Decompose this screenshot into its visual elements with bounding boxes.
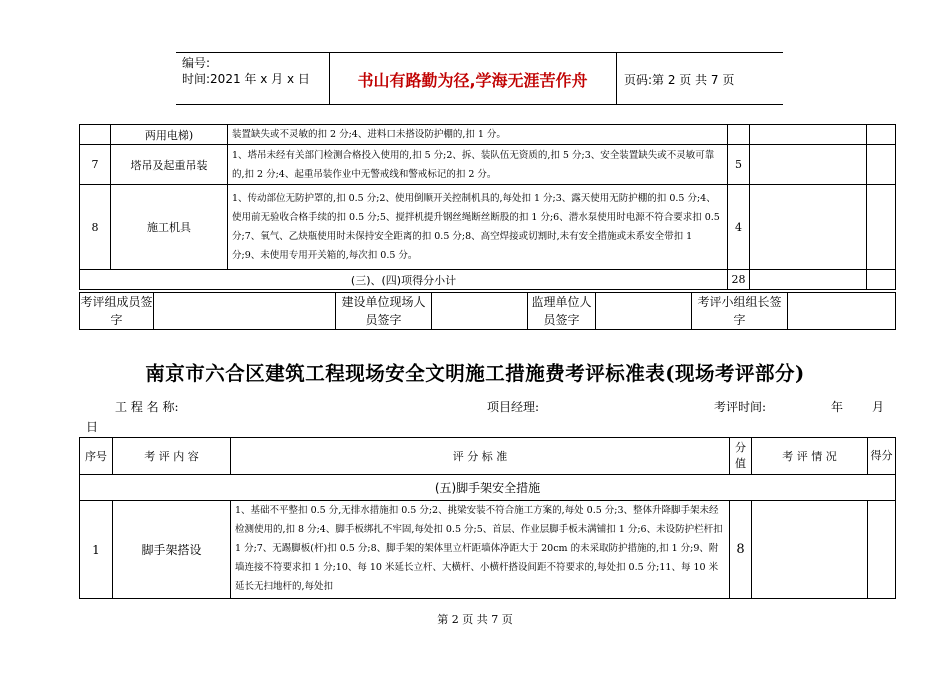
signature-table bbox=[79, 292, 896, 330]
top-table bbox=[79, 124, 896, 290]
row-item: 施工机具 bbox=[111, 185, 228, 270]
header-situation: 考 评 情 况 bbox=[752, 438, 868, 475]
document-header bbox=[176, 52, 783, 105]
row-number: 1 bbox=[80, 501, 113, 599]
section-row bbox=[80, 475, 896, 501]
header-score: 分值 bbox=[730, 438, 752, 475]
project-name-label: 工 程 名 称: bbox=[115, 400, 179, 414]
row-score: 5 bbox=[728, 145, 750, 185]
row-score bbox=[728, 125, 750, 145]
subtotal-result bbox=[867, 270, 896, 290]
row-situation bbox=[750, 145, 867, 185]
header-result: 得分 bbox=[868, 438, 896, 475]
table-row bbox=[80, 185, 896, 270]
leader-signature-label: 考评小组组长签字 bbox=[692, 293, 788, 330]
header-time: 时间:2021 年 x 月 x 日 bbox=[182, 72, 310, 86]
header-motto: 书山有路勤为径,学海无涯苦作舟 bbox=[357, 71, 588, 90]
project-manager-label: 项目经理: bbox=[487, 400, 540, 414]
subtotal-score: 28 bbox=[728, 270, 750, 290]
bottom-table bbox=[79, 437, 896, 599]
page-footer: 第 2 页 共 7 页 bbox=[437, 613, 513, 626]
supervisor-signature-label: 监理单位人员签字 bbox=[528, 293, 596, 330]
row-item: 脚手架搭设 bbox=[113, 501, 231, 599]
leader-signature-field[interactable] bbox=[788, 293, 896, 330]
row-criteria: 1、传动部位无防护罩的,扣 0.5 分;2、使用倒顺开关控制机具的,每处扣 1 分;3、露天使用无防护棚的扣 0.5 分;4、使用前无验收合格手续的扣 0.5 分;5、搅拌机提升钢丝绳断丝断股的扣 1 分;6、潜水泵使用时电源不符合要求扣 0.5 分;7、氧气、乙炔瓶使用时未保持安全距离的扣 0.5 分;8、高空焊接或切割时,未有安全措施或未系安全带扣 1 分;9、未使用专用开关箱的,每次扣 0.5 分。 bbox=[228, 185, 728, 270]
row-score: 8 bbox=[730, 501, 752, 599]
panel-signature-label: 考评组成员签字 bbox=[80, 293, 154, 330]
row-criteria: 1、基础不平整扣 0.5 分,无排水措施扣 0.5 分;2、挑梁安装不符合施工方案的,每处 0.5 分;3、整体升降脚手架未经检测使用的,扣 8 分;4、脚手板绑扎不牢固,每处扣 0.5 分;5、首层、作业层脚手板未满铺扣 1 分;6、未设防护栏杆扣 1 分;7、无踢脚板(杆)扣 0.5 分;8、脚手架的架体里立杆距墙体净距大于 20cm 的未采取防护措施的,扣 1 分;9、附墙连接不符要求扣 1 分;10、每 10 米延长立杆、大横杆、小横杆搭设间距不符要求的,每处扣 0.5 分;11、每 10 米延长无扫地杆的,每处扣 bbox=[231, 501, 730, 599]
table-row bbox=[80, 125, 896, 145]
subtotal-label: (三)、(四)项得分小计 bbox=[80, 270, 728, 290]
row-criteria: 1、塔吊未经有关部门检测合格投入使用的,扣 5 分;2、拆、装队伍无资质的,扣 5 分;3、安全装置缺失或不灵敏可靠的,扣 2 分;4、起重吊装作业中无警戒线和警戒标记的扣 2 分。 bbox=[228, 145, 728, 185]
row-situation bbox=[750, 185, 867, 270]
table-row bbox=[80, 145, 896, 185]
month-label: 月 bbox=[872, 400, 885, 414]
section-title: (五)脚手架安全措施 bbox=[80, 475, 896, 501]
header-number: 序号 bbox=[80, 438, 113, 475]
subtotal-situation bbox=[750, 270, 867, 290]
row-criteria: 装置缺失或不灵敏的扣 2 分;4、进料口未搭设防护棚的,扣 1 分。 bbox=[228, 125, 728, 145]
table-row bbox=[80, 501, 896, 599]
row-result bbox=[867, 185, 896, 270]
builder-signature-label: 建设单位现场人员签字 bbox=[336, 293, 432, 330]
row-number: 8 bbox=[80, 185, 111, 270]
row-result bbox=[867, 125, 896, 145]
row-score: 4 bbox=[728, 185, 750, 270]
supervisor-signature-field[interactable] bbox=[596, 293, 692, 330]
row-number: 7 bbox=[80, 145, 111, 185]
panel-signature-field[interactable] bbox=[154, 293, 336, 330]
row-number bbox=[80, 125, 111, 145]
row-item: 塔吊及起重吊装 bbox=[111, 145, 228, 185]
header-content: 考 评 内 容 bbox=[113, 438, 231, 475]
builder-signature-field[interactable] bbox=[432, 293, 528, 330]
header-info bbox=[182, 55, 310, 87]
year-label: 年 bbox=[831, 400, 844, 414]
page-title: 南京市六合区建筑工程现场安全文明施工措施费考评标准表(现场考评部分) bbox=[145, 362, 805, 385]
row-situation bbox=[752, 501, 868, 599]
header-criteria: 评 分 标 准 bbox=[231, 438, 730, 475]
row-item: 两用电梯) bbox=[111, 125, 228, 145]
eval-time-label: 考评时间: bbox=[714, 400, 767, 414]
row-result bbox=[867, 145, 896, 185]
subtotal-row bbox=[80, 270, 896, 290]
row-result bbox=[868, 501, 896, 599]
header-number: 编号: bbox=[182, 56, 211, 70]
header-divider bbox=[616, 53, 617, 104]
header-page: 页码:第 2 页 共 7 页 bbox=[624, 73, 735, 87]
header-row bbox=[80, 438, 896, 475]
day-label: 日 bbox=[86, 420, 99, 434]
row-situation bbox=[750, 125, 867, 145]
signature-row bbox=[80, 293, 896, 330]
